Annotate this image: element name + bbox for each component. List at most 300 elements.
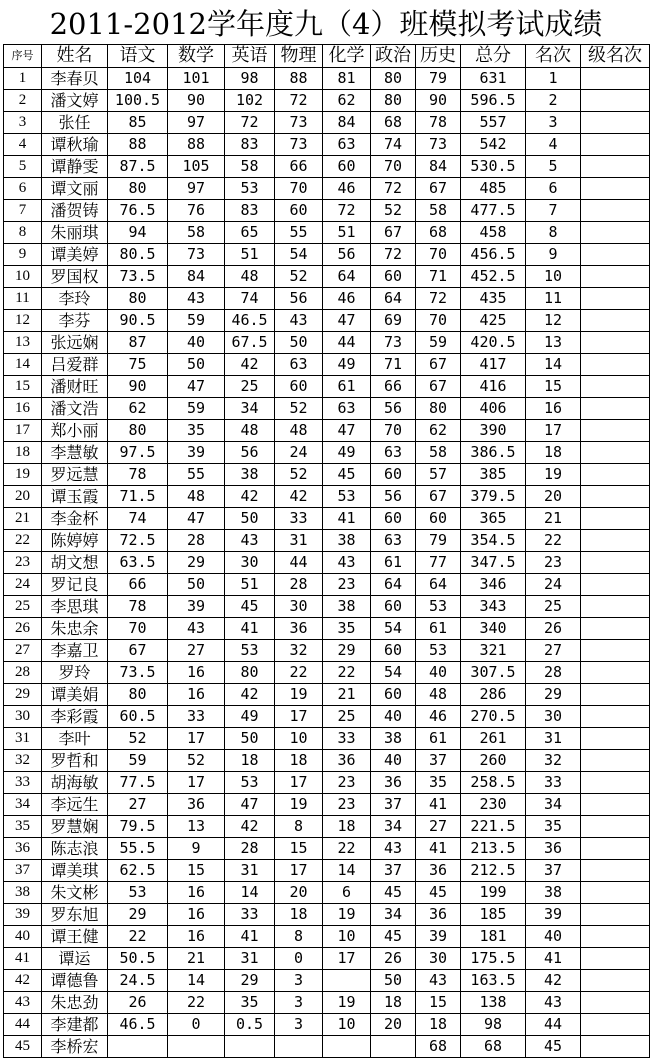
cell-rank: 11 <box>526 288 581 310</box>
cell-seq: 35 <box>4 816 42 838</box>
table-row <box>4 618 650 640</box>
cell-chemistry: 49 <box>323 354 371 376</box>
cell-chinese: 70 <box>108 618 168 640</box>
cell-name: 谭美娟 <box>42 684 108 706</box>
cell-politics: 67 <box>371 222 416 244</box>
table-row <box>4 156 650 178</box>
cell-name: 李彩霞 <box>42 706 108 728</box>
cell-total: 435 <box>461 288 526 310</box>
cell-english: 49 <box>225 706 275 728</box>
cell-name: 张任 <box>42 112 108 134</box>
cell-math: 73 <box>168 244 225 266</box>
cell-grade-rank <box>581 222 650 244</box>
table-row <box>4 574 650 596</box>
cell-name: 罗东旭 <box>42 904 108 926</box>
cell-chinese: 74 <box>108 508 168 530</box>
cell-chinese: 59 <box>108 750 168 772</box>
cell-total: 420.5 <box>461 332 526 354</box>
table-row <box>4 354 650 376</box>
cell-english: 34 <box>225 398 275 420</box>
cell-history: 67 <box>416 376 461 398</box>
cell-physics: 10 <box>275 728 323 750</box>
table-row <box>4 706 650 728</box>
cell-seq: 45 <box>4 1036 42 1058</box>
cell-seq: 36 <box>4 838 42 860</box>
cell-physics: 60 <box>275 376 323 398</box>
cell-chemistry: 23 <box>323 794 371 816</box>
cell-grade-rank <box>581 420 650 442</box>
cell-chinese: 94 <box>108 222 168 244</box>
cell-math: 76 <box>168 200 225 222</box>
cell-grade-rank <box>581 288 650 310</box>
cell-chinese: 77.5 <box>108 772 168 794</box>
table-row <box>4 838 650 860</box>
cell-seq: 25 <box>4 596 42 618</box>
cell-math: 16 <box>168 662 225 684</box>
cell-politics: 20 <box>371 1014 416 1036</box>
cell-math: 52 <box>168 750 225 772</box>
cell-physics: 17 <box>275 860 323 882</box>
table-row <box>4 684 650 706</box>
cell-physics: 28 <box>275 574 323 596</box>
cell-rank: 3 <box>526 112 581 134</box>
cell-history: 59 <box>416 332 461 354</box>
cell-chemistry: 33 <box>323 728 371 750</box>
cell-math: 105 <box>168 156 225 178</box>
cell-chinese: 80 <box>108 288 168 310</box>
cell-math: 84 <box>168 266 225 288</box>
cell-total: 321 <box>461 640 526 662</box>
cell-politics <box>371 1036 416 1058</box>
cell-grade-rank <box>581 508 650 530</box>
cell-chemistry: 36 <box>323 750 371 772</box>
cell-chemistry: 72 <box>323 200 371 222</box>
cell-english: 42 <box>225 486 275 508</box>
cell-chinese: 27 <box>108 794 168 816</box>
cell-math: 47 <box>168 508 225 530</box>
table-row <box>4 1036 650 1058</box>
score-table <box>3 44 650 1058</box>
table-row <box>4 794 650 816</box>
cell-seq: 18 <box>4 442 42 464</box>
cell-math: 39 <box>168 596 225 618</box>
cell-seq: 22 <box>4 530 42 552</box>
header-rank: 名次 <box>526 45 581 68</box>
cell-grade-rank <box>581 464 650 486</box>
cell-physics: 30 <box>275 596 323 618</box>
cell-grade-rank <box>581 530 650 552</box>
cell-chemistry: 47 <box>323 420 371 442</box>
cell-name: 罗玲 <box>42 662 108 684</box>
cell-english: 33 <box>225 904 275 926</box>
table-row <box>4 486 650 508</box>
cell-seq: 7 <box>4 200 42 222</box>
header-politics: 政治 <box>371 45 416 68</box>
cell-seq: 21 <box>4 508 42 530</box>
cell-politics: 54 <box>371 618 416 640</box>
table-row <box>4 970 650 992</box>
cell-seq: 8 <box>4 222 42 244</box>
cell-total: 542 <box>461 134 526 156</box>
cell-total: 365 <box>461 508 526 530</box>
cell-english: 58 <box>225 156 275 178</box>
cell-english <box>225 1036 275 1058</box>
cell-name: 吕爱群 <box>42 354 108 376</box>
cell-physics: 73 <box>275 134 323 156</box>
cell-chinese: 46.5 <box>108 1014 168 1036</box>
table-row <box>4 200 650 222</box>
cell-history: 60 <box>416 508 461 530</box>
table-row <box>4 750 650 772</box>
cell-chemistry: 38 <box>323 530 371 552</box>
cell-politics: 60 <box>371 596 416 618</box>
cell-grade-rank <box>581 310 650 332</box>
cell-name: 李桥宏 <box>42 1036 108 1058</box>
cell-physics: 32 <box>275 640 323 662</box>
table-body <box>4 68 650 1058</box>
cell-physics: 8 <box>275 926 323 948</box>
cell-english: 14 <box>225 882 275 904</box>
cell-seq: 33 <box>4 772 42 794</box>
cell-name: 朱文彬 <box>42 882 108 904</box>
cell-english: 83 <box>225 134 275 156</box>
cell-history: 79 <box>416 68 461 90</box>
header-seq: 序号 <box>4 45 42 68</box>
cell-history: 80 <box>416 398 461 420</box>
cell-seq: 2 <box>4 90 42 112</box>
cell-seq: 20 <box>4 486 42 508</box>
table-row <box>4 926 650 948</box>
cell-english: 51 <box>225 244 275 266</box>
cell-english: 46.5 <box>225 310 275 332</box>
cell-english: 41 <box>225 618 275 640</box>
cell-rank: 20 <box>526 486 581 508</box>
cell-math: 90 <box>168 90 225 112</box>
cell-chinese: 78 <box>108 596 168 618</box>
cell-politics: 68 <box>371 112 416 134</box>
cell-math: 15 <box>168 860 225 882</box>
cell-physics: 73 <box>275 112 323 134</box>
cell-name: 李芬 <box>42 310 108 332</box>
cell-math: 97 <box>168 112 225 134</box>
cell-rank: 7 <box>526 200 581 222</box>
cell-total: 212.5 <box>461 860 526 882</box>
cell-english: 31 <box>225 860 275 882</box>
cell-politics: 63 <box>371 530 416 552</box>
cell-total: 354.5 <box>461 530 526 552</box>
cell-grade-rank <box>581 772 650 794</box>
table-row <box>4 552 650 574</box>
cell-seq: 30 <box>4 706 42 728</box>
cell-total: 425 <box>461 310 526 332</box>
cell-math: 14 <box>168 970 225 992</box>
cell-math: 22 <box>168 992 225 1014</box>
cell-history: 61 <box>416 728 461 750</box>
cell-rank: 23 <box>526 552 581 574</box>
cell-grade-rank <box>581 706 650 728</box>
cell-seq: 44 <box>4 1014 42 1036</box>
cell-politics: 72 <box>371 178 416 200</box>
cell-seq: 38 <box>4 882 42 904</box>
cell-politics: 60 <box>371 266 416 288</box>
cell-total: 406 <box>461 398 526 420</box>
cell-rank: 26 <box>526 618 581 640</box>
cell-english: 35 <box>225 992 275 1014</box>
cell-total: 458 <box>461 222 526 244</box>
header-grade-rank: 级名次 <box>581 45 650 68</box>
cell-politics: 40 <box>371 706 416 728</box>
cell-politics: 60 <box>371 684 416 706</box>
cell-math: 17 <box>168 772 225 794</box>
cell-chemistry: 62 <box>323 90 371 112</box>
cell-name: 李远生 <box>42 794 108 816</box>
cell-physics: 54 <box>275 244 323 266</box>
cell-english: 42 <box>225 816 275 838</box>
cell-english: 45 <box>225 596 275 618</box>
cell-physics: 0 <box>275 948 323 970</box>
cell-seq: 32 <box>4 750 42 772</box>
cell-history: 40 <box>416 662 461 684</box>
cell-english: 47 <box>225 794 275 816</box>
cell-physics <box>275 1036 323 1058</box>
cell-history: 67 <box>416 178 461 200</box>
page-title: 2011-2012学年度九（4）班模拟考试成绩 <box>49 7 603 41</box>
cell-math: 48 <box>168 486 225 508</box>
cell-total: 307.5 <box>461 662 526 684</box>
cell-chemistry: 53 <box>323 486 371 508</box>
cell-rank: 36 <box>526 838 581 860</box>
cell-physics: 60 <box>275 200 323 222</box>
cell-grade-rank <box>581 618 650 640</box>
cell-chemistry: 47 <box>323 310 371 332</box>
cell-name: 谭秋瑜 <box>42 134 108 156</box>
cell-chemistry: 49 <box>323 442 371 464</box>
cell-chemistry: 46 <box>323 288 371 310</box>
cell-name: 张远娴 <box>42 332 108 354</box>
cell-rank: 37 <box>526 860 581 882</box>
cell-seq: 43 <box>4 992 42 1014</box>
cell-math: 59 <box>168 398 225 420</box>
cell-chinese: 100.5 <box>108 90 168 112</box>
cell-politics: 63 <box>371 442 416 464</box>
cell-history: 61 <box>416 618 461 640</box>
cell-politics: 18 <box>371 992 416 1014</box>
cell-math: 101 <box>168 68 225 90</box>
cell-name: 潘文浩 <box>42 398 108 420</box>
cell-politics: 71 <box>371 354 416 376</box>
cell-total: 416 <box>461 376 526 398</box>
cell-chemistry <box>323 970 371 992</box>
cell-total: 452.5 <box>461 266 526 288</box>
cell-math: 21 <box>168 948 225 970</box>
cell-chinese: 90 <box>108 376 168 398</box>
table-row <box>4 816 650 838</box>
cell-name: 朱忠劲 <box>42 992 108 1014</box>
table-row <box>4 1014 650 1036</box>
cell-total: 185 <box>461 904 526 926</box>
cell-chinese: 66 <box>108 574 168 596</box>
cell-chemistry: 21 <box>323 684 371 706</box>
cell-english: 48 <box>225 420 275 442</box>
cell-history: 46 <box>416 706 461 728</box>
cell-physics: 3 <box>275 992 323 1014</box>
cell-seq: 9 <box>4 244 42 266</box>
cell-english: 53 <box>225 640 275 662</box>
table-row <box>4 772 650 794</box>
cell-chinese: 85 <box>108 112 168 134</box>
cell-seq: 23 <box>4 552 42 574</box>
cell-history: 37 <box>416 750 461 772</box>
cell-politics: 60 <box>371 640 416 662</box>
cell-politics: 56 <box>371 486 416 508</box>
cell-politics: 64 <box>371 288 416 310</box>
cell-physics: 55 <box>275 222 323 244</box>
table-row <box>4 530 650 552</box>
cell-seq: 26 <box>4 618 42 640</box>
cell-history: 72 <box>416 288 461 310</box>
cell-english: 65 <box>225 222 275 244</box>
cell-chemistry: 61 <box>323 376 371 398</box>
cell-grade-rank <box>581 486 650 508</box>
cell-name: 罗国权 <box>42 266 108 288</box>
cell-history: 68 <box>416 222 461 244</box>
cell-chemistry: 51 <box>323 222 371 244</box>
table-row <box>4 992 650 1014</box>
cell-seq: 19 <box>4 464 42 486</box>
cell-physics: 88 <box>275 68 323 90</box>
cell-math: 28 <box>168 530 225 552</box>
cell-english: 51 <box>225 574 275 596</box>
cell-physics: 17 <box>275 772 323 794</box>
cell-english: 83 <box>225 200 275 222</box>
cell-grade-rank <box>581 1036 650 1058</box>
cell-grade-rank <box>581 112 650 134</box>
cell-name: 罗慧娴 <box>42 816 108 838</box>
cell-physics: 50 <box>275 332 323 354</box>
cell-english: 0.5 <box>225 1014 275 1036</box>
cell-physics: 70 <box>275 178 323 200</box>
cell-chinese: 71.5 <box>108 486 168 508</box>
cell-history: 77 <box>416 552 461 574</box>
cell-total: 631 <box>461 68 526 90</box>
cell-chemistry: 60 <box>323 156 371 178</box>
table-row <box>4 310 650 332</box>
cell-chemistry <box>323 1036 371 1058</box>
cell-total: 417 <box>461 354 526 376</box>
cell-name: 谭文丽 <box>42 178 108 200</box>
table-row <box>4 508 650 530</box>
cell-seq: 37 <box>4 860 42 882</box>
cell-rank: 28 <box>526 662 581 684</box>
cell-math: 59 <box>168 310 225 332</box>
cell-math: 50 <box>168 354 225 376</box>
cell-chemistry: 81 <box>323 68 371 90</box>
cell-name: 李金杯 <box>42 508 108 530</box>
cell-name: 罗哲和 <box>42 750 108 772</box>
cell-grade-rank <box>581 838 650 860</box>
cell-physics: 42 <box>275 486 323 508</box>
cell-history: 70 <box>416 310 461 332</box>
cell-total: 386.5 <box>461 442 526 464</box>
cell-politics: 37 <box>371 860 416 882</box>
cell-name: 李建都 <box>42 1014 108 1036</box>
cell-chinese: 50.5 <box>108 948 168 970</box>
cell-english: 102 <box>225 90 275 112</box>
cell-total: 340 <box>461 618 526 640</box>
cell-history: 15 <box>416 992 461 1014</box>
cell-history: 48 <box>416 684 461 706</box>
cell-rank: 19 <box>526 464 581 486</box>
cell-name: 李叶 <box>42 728 108 750</box>
cell-rank: 41 <box>526 948 581 970</box>
cell-total: 390 <box>461 420 526 442</box>
cell-chemistry: 22 <box>323 838 371 860</box>
cell-chinese: 60.5 <box>108 706 168 728</box>
header-chinese: 语文 <box>108 45 168 68</box>
cell-chinese: 73.5 <box>108 266 168 288</box>
cell-seq: 14 <box>4 354 42 376</box>
cell-math: 97 <box>168 178 225 200</box>
cell-rank: 42 <box>526 970 581 992</box>
cell-politics: 38 <box>371 728 416 750</box>
cell-chinese: 26 <box>108 992 168 1014</box>
cell-name: 李玲 <box>42 288 108 310</box>
cell-chinese: 79.5 <box>108 816 168 838</box>
cell-chinese: 80 <box>108 178 168 200</box>
cell-total: 230 <box>461 794 526 816</box>
cell-rank: 13 <box>526 332 581 354</box>
cell-grade-rank <box>581 200 650 222</box>
cell-physics: 8 <box>275 816 323 838</box>
cell-total: 98 <box>461 1014 526 1036</box>
cell-physics: 36 <box>275 618 323 640</box>
cell-english: 42 <box>225 684 275 706</box>
cell-english: 41 <box>225 926 275 948</box>
cell-english: 50 <box>225 728 275 750</box>
cell-chinese: 80 <box>108 684 168 706</box>
cell-seq: 41 <box>4 948 42 970</box>
cell-name: 谭运 <box>42 948 108 970</box>
cell-grade-rank <box>581 816 650 838</box>
cell-chinese: 24.5 <box>108 970 168 992</box>
table-row <box>4 90 650 112</box>
cell-politics: 52 <box>371 200 416 222</box>
cell-chinese: 29 <box>108 904 168 926</box>
cell-rank: 30 <box>526 706 581 728</box>
cell-chemistry: 43 <box>323 552 371 574</box>
cell-physics: 56 <box>275 288 323 310</box>
cell-math: 43 <box>168 288 225 310</box>
cell-total: 346 <box>461 574 526 596</box>
cell-politics: 50 <box>371 970 416 992</box>
cell-name: 李嘉卫 <box>42 640 108 662</box>
cell-english: 38 <box>225 464 275 486</box>
cell-seq: 40 <box>4 926 42 948</box>
cell-total: 270.5 <box>461 706 526 728</box>
cell-total: 261 <box>461 728 526 750</box>
cell-history: 57 <box>416 464 461 486</box>
cell-chinese <box>108 1036 168 1058</box>
cell-math: 43 <box>168 618 225 640</box>
cell-name: 罗远慧 <box>42 464 108 486</box>
cell-chinese: 62.5 <box>108 860 168 882</box>
cell-physics: 48 <box>275 420 323 442</box>
cell-history: 53 <box>416 596 461 618</box>
cell-rank: 38 <box>526 882 581 904</box>
cell-politics: 73 <box>371 332 416 354</box>
cell-history: 64 <box>416 574 461 596</box>
cell-history: 27 <box>416 816 461 838</box>
